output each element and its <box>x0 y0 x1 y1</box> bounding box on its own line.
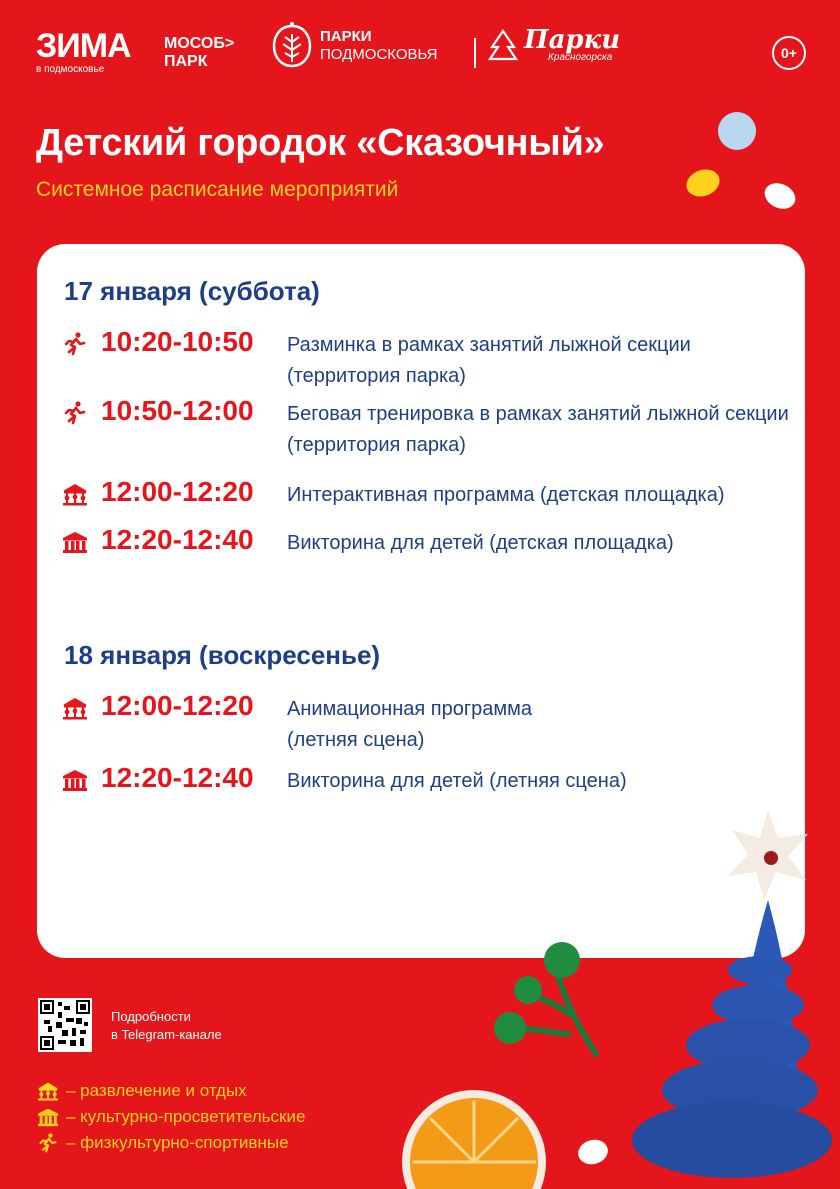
decor-dot-white <box>760 178 799 213</box>
page-subtitle: Системное расписание мероприятий <box>36 178 399 201</box>
event-description: Викторина для детей (летняя сцена) <box>287 770 627 792</box>
qr-code-icon <box>40 1000 90 1050</box>
parki-krasnogorska-logo <box>488 25 621 63</box>
christmas-tree-decoration <box>600 800 840 1189</box>
kras-logo-title: Парки <box>524 25 621 55</box>
legend <box>36 1078 305 1156</box>
legend-item <box>36 1078 305 1104</box>
carousel-icon <box>36 1081 60 1101</box>
kras-logo-subtitle: Красногорска <box>548 52 613 63</box>
event-description: Анимационная программа (летняя сцена) <box>287 698 533 751</box>
decor-dot-yellow <box>683 165 724 201</box>
legend-label: – физкультурно-спортивные <box>66 1133 289 1152</box>
carousel-icon <box>61 696 89 720</box>
museum-icon <box>61 768 89 792</box>
parki-logo-line1: ПАРКИ <box>320 28 372 45</box>
decor-dot-blue <box>718 112 756 150</box>
legend-item <box>36 1130 305 1156</box>
museum-icon <box>61 530 89 554</box>
logo-divider <box>474 38 476 68</box>
legend-label: – культурно-просветительские <box>66 1107 306 1126</box>
event-time: 12:00-12:20 <box>101 690 254 721</box>
fir-tree-icon <box>488 29 518 63</box>
telegram-qr-code[interactable] <box>38 998 92 1052</box>
event-description: Интерактивная программа (детская площадка) <box>287 484 725 506</box>
parki-logo-line2: ПОДМОСКОВЬЯ <box>320 46 438 63</box>
telegram-note-line1: Подробности <box>111 1009 191 1024</box>
legend-item <box>36 1104 305 1130</box>
age-rating-badge: 0+ <box>772 36 806 70</box>
tree-emblem-icon <box>270 22 314 70</box>
zima-logo-title: ЗИМА <box>36 27 131 65</box>
telegram-note <box>111 1008 222 1044</box>
legend-label: – развлечение и отдых <box>66 1081 247 1100</box>
mosoblpark-logo-line1: МОСОБ> <box>164 35 235 52</box>
parki-podmoskovya-logo <box>270 22 438 70</box>
orange-slice-decoration <box>398 1086 548 1189</box>
event-description: Беговая тренировка в рамках занятий лыжной секции (территория парка) <box>287 403 789 456</box>
event-description: Викторина для детей (детская площадка) <box>287 532 674 554</box>
event-time: 12:20-12:40 <box>101 524 254 555</box>
header <box>36 22 806 80</box>
event-time: 12:20-12:40 <box>101 762 254 793</box>
day-title-1: 17 января (суббота) <box>64 276 320 306</box>
zima-logo-subtitle: в подмосковье <box>36 64 105 75</box>
telegram-note-line2: в Telegram-канале <box>111 1027 222 1042</box>
mosoblpark-logo-line2: ПАРК <box>164 53 208 70</box>
zima-logo <box>36 27 131 75</box>
running-icon <box>61 332 89 356</box>
running-icon <box>36 1133 60 1153</box>
event-description: Разминка в рамках занятий лыжной секции (территория парка) <box>287 334 691 387</box>
event-time: 12:00-12:20 <box>101 476 254 507</box>
running-icon <box>61 401 89 425</box>
berry-branch-decoration <box>488 936 608 1066</box>
page-title: Детский городок «Сказочный» <box>36 122 605 164</box>
event-time: 10:50-12:00 <box>101 395 254 426</box>
event-time: 10:20-10:50 <box>101 326 254 357</box>
carousel-icon <box>61 482 89 506</box>
day-title-2: 18 января (воскресенье) <box>64 640 381 670</box>
mosoblpark-logo <box>164 35 234 71</box>
museum-icon <box>36 1107 60 1127</box>
